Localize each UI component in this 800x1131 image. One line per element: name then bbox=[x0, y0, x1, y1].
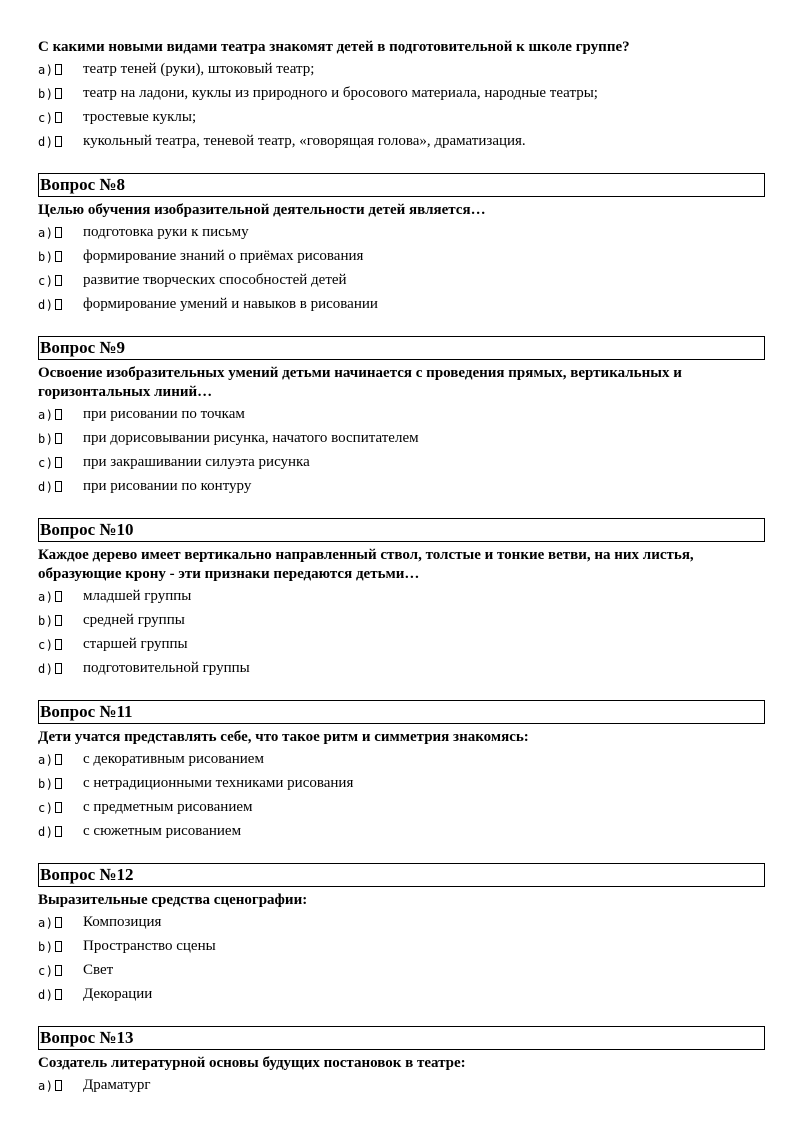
answer-letter: a) bbox=[38, 1079, 54, 1093]
question-text: Целью обучения изобразительной деятельности детей является… bbox=[38, 202, 486, 218]
question-block-11 bbox=[38, 700, 765, 843]
question-block-10 bbox=[38, 518, 765, 680]
checkbox-icon[interactable] bbox=[55, 64, 62, 75]
test-page bbox=[38, 38, 765, 1097]
answer-text: с нетрадиционными техниками рисования bbox=[83, 775, 354, 791]
answer-text: с сюжетным рисованием bbox=[83, 823, 242, 839]
checkbox-icon[interactable] bbox=[55, 88, 62, 99]
answer-option-c[interactable] bbox=[38, 632, 765, 656]
question-block-9 bbox=[38, 336, 765, 498]
checkbox-icon[interactable] bbox=[55, 227, 62, 238]
answer-list bbox=[38, 1073, 765, 1097]
question-heading: Вопрос №13 bbox=[38, 1026, 765, 1050]
answer-text: при закрашивании силуэта рисунка bbox=[83, 454, 310, 470]
answer-option-a[interactable] bbox=[38, 57, 765, 81]
answer-option-d[interactable] bbox=[38, 656, 765, 680]
checkbox-icon[interactable] bbox=[55, 778, 62, 789]
answer-letter: b) bbox=[38, 614, 54, 628]
question-heading: Вопрос №8 bbox=[38, 173, 765, 197]
answer-option-c[interactable] bbox=[38, 450, 765, 474]
answer-option-b[interactable] bbox=[38, 426, 765, 450]
checkbox-icon[interactable] bbox=[55, 802, 62, 813]
answer-option-c[interactable] bbox=[38, 958, 765, 982]
answer-option-a[interactable] bbox=[38, 747, 765, 771]
answer-letter: d) bbox=[38, 662, 54, 676]
answer-text: кукольный театра, теневой театр, «говорящая голова», драматизация. bbox=[83, 133, 526, 149]
answer-letter: b) bbox=[38, 777, 54, 791]
checkbox-icon[interactable] bbox=[55, 299, 62, 310]
question-heading: Вопрос №11 bbox=[38, 700, 765, 724]
checkbox-icon[interactable] bbox=[55, 112, 62, 123]
answer-option-a[interactable] bbox=[38, 220, 765, 244]
answer-letter: b) bbox=[38, 250, 54, 264]
answer-text: Декорации bbox=[83, 986, 153, 1002]
question-text: С какими новыми видами театра знакомят детей в подготовительной к школе группе? bbox=[38, 39, 630, 55]
answer-text: тростевые куклы; bbox=[83, 109, 197, 125]
question-block-13 bbox=[38, 1026, 765, 1097]
checkbox-icon[interactable] bbox=[55, 965, 62, 976]
answer-option-d[interactable] bbox=[38, 129, 765, 153]
answer-list bbox=[38, 910, 765, 1006]
answer-text: театр теней (руки), штоковый театр; bbox=[83, 61, 315, 77]
answer-text: Композиция bbox=[83, 914, 162, 930]
answer-letter: c) bbox=[38, 964, 54, 978]
question-heading: Вопрос №10 bbox=[38, 518, 765, 542]
answer-text: Свет bbox=[83, 962, 114, 978]
answer-letter: a) bbox=[38, 753, 54, 767]
checkbox-icon[interactable] bbox=[55, 251, 62, 262]
answer-list bbox=[38, 57, 765, 153]
answer-text: при дорисовывании рисунка, начатого воспитателем bbox=[83, 430, 419, 446]
answer-text: Пространство сцены bbox=[83, 938, 216, 954]
checkbox-icon[interactable] bbox=[55, 457, 62, 468]
answer-option-a[interactable] bbox=[38, 402, 765, 426]
answer-option-c[interactable] bbox=[38, 268, 765, 292]
answer-letter: d) bbox=[38, 135, 54, 149]
answer-letter: c) bbox=[38, 111, 54, 125]
answer-letter: a) bbox=[38, 590, 54, 604]
answer-text: средней группы bbox=[83, 612, 185, 628]
answer-option-b[interactable] bbox=[38, 81, 765, 105]
answer-text: с декоративным рисованием bbox=[83, 751, 264, 767]
answer-option-d[interactable] bbox=[38, 474, 765, 498]
checkbox-icon[interactable] bbox=[55, 591, 62, 602]
question-text: Выразительные средства сценографии: bbox=[38, 892, 308, 908]
answer-letter: d) bbox=[38, 988, 54, 1002]
answer-option-b[interactable] bbox=[38, 608, 765, 632]
answer-text: младшей группы bbox=[83, 588, 192, 604]
answer-letter: c) bbox=[38, 801, 54, 815]
checkbox-icon[interactable] bbox=[55, 917, 62, 928]
question-block-7 bbox=[38, 38, 765, 153]
answer-text: с предметным рисованием bbox=[83, 799, 253, 815]
answer-text: театр на ладони, куклы из природного и бросового материала, народные театры; bbox=[83, 85, 598, 101]
answer-list bbox=[38, 402, 765, 498]
question-block-8 bbox=[38, 173, 765, 316]
answer-option-d[interactable] bbox=[38, 982, 765, 1006]
answer-text: при рисовании по точкам bbox=[83, 406, 245, 422]
answer-letter: a) bbox=[38, 226, 54, 240]
answer-option-a[interactable] bbox=[38, 584, 765, 608]
answer-text: старшей группы bbox=[83, 636, 188, 652]
checkbox-icon[interactable] bbox=[55, 989, 62, 1000]
answer-text: подготовительной группы bbox=[83, 660, 250, 676]
answer-text: подготовка руки к письму bbox=[83, 224, 249, 240]
answer-letter: a) bbox=[38, 63, 54, 77]
answer-letter: c) bbox=[38, 456, 54, 470]
checkbox-icon[interactable] bbox=[55, 663, 62, 674]
checkbox-icon[interactable] bbox=[55, 136, 62, 147]
answer-text: формирование умений и навыков в рисовании bbox=[83, 296, 378, 312]
answer-text: формирование знаний о приёмах рисования bbox=[83, 248, 364, 264]
answer-list bbox=[38, 584, 765, 680]
answer-list bbox=[38, 747, 765, 843]
checkbox-icon[interactable] bbox=[55, 941, 62, 952]
question-text: Освоение изобразительных умений детьми начинается с проведения прямых, вертикальных и горизонтальных линий… bbox=[38, 365, 682, 400]
question-heading: Вопрос №9 bbox=[38, 336, 765, 360]
answer-letter: b) bbox=[38, 87, 54, 101]
answer-option-c[interactable] bbox=[38, 795, 765, 819]
answer-letter: a) bbox=[38, 408, 54, 422]
answer-letter: d) bbox=[38, 825, 54, 839]
answer-option-c[interactable] bbox=[38, 105, 765, 129]
answer-letter: b) bbox=[38, 432, 54, 446]
checkbox-icon[interactable] bbox=[55, 615, 62, 626]
checkbox-icon[interactable] bbox=[55, 826, 62, 837]
answer-letter: c) bbox=[38, 274, 54, 288]
answer-option-a[interactable] bbox=[38, 1073, 765, 1097]
answer-letter: c) bbox=[38, 638, 54, 652]
answer-letter: d) bbox=[38, 298, 54, 312]
answer-text: развитие творческих способностей детей bbox=[83, 272, 347, 288]
answer-option-a[interactable] bbox=[38, 910, 765, 934]
answer-text: при рисовании по контуру bbox=[83, 478, 252, 494]
checkbox-icon[interactable] bbox=[55, 1080, 62, 1091]
answer-option-d[interactable] bbox=[38, 819, 765, 843]
answer-letter: b) bbox=[38, 940, 54, 954]
question-text: Создатель литературной основы будущих постановок в театре: bbox=[38, 1055, 466, 1071]
answer-letter: d) bbox=[38, 480, 54, 494]
answer-list bbox=[38, 220, 765, 316]
checkbox-icon[interactable] bbox=[55, 639, 62, 650]
checkbox-icon[interactable] bbox=[55, 481, 62, 492]
answer-option-d[interactable] bbox=[38, 292, 765, 316]
question-text: Дети учатся представлять себе, что такое ритм и симметрия знакомясь: bbox=[38, 729, 529, 745]
checkbox-icon[interactable] bbox=[55, 433, 62, 444]
answer-letter: a) bbox=[38, 916, 54, 930]
question-text: Каждое дерево имеет вертикально направленный ствол, толстые и тонкие ветви, на них листья, образующие крону - эти признаки передаются детьми… bbox=[38, 547, 694, 582]
answer-option-b[interactable] bbox=[38, 771, 765, 795]
question-block-12 bbox=[38, 863, 765, 1006]
answer-option-b[interactable] bbox=[38, 934, 765, 958]
checkbox-icon[interactable] bbox=[55, 754, 62, 765]
answer-text: Драматург bbox=[83, 1077, 151, 1093]
checkbox-icon[interactable] bbox=[55, 409, 62, 420]
question-heading: Вопрос №12 bbox=[38, 863, 765, 887]
checkbox-icon[interactable] bbox=[55, 275, 62, 286]
answer-option-b[interactable] bbox=[38, 244, 765, 268]
